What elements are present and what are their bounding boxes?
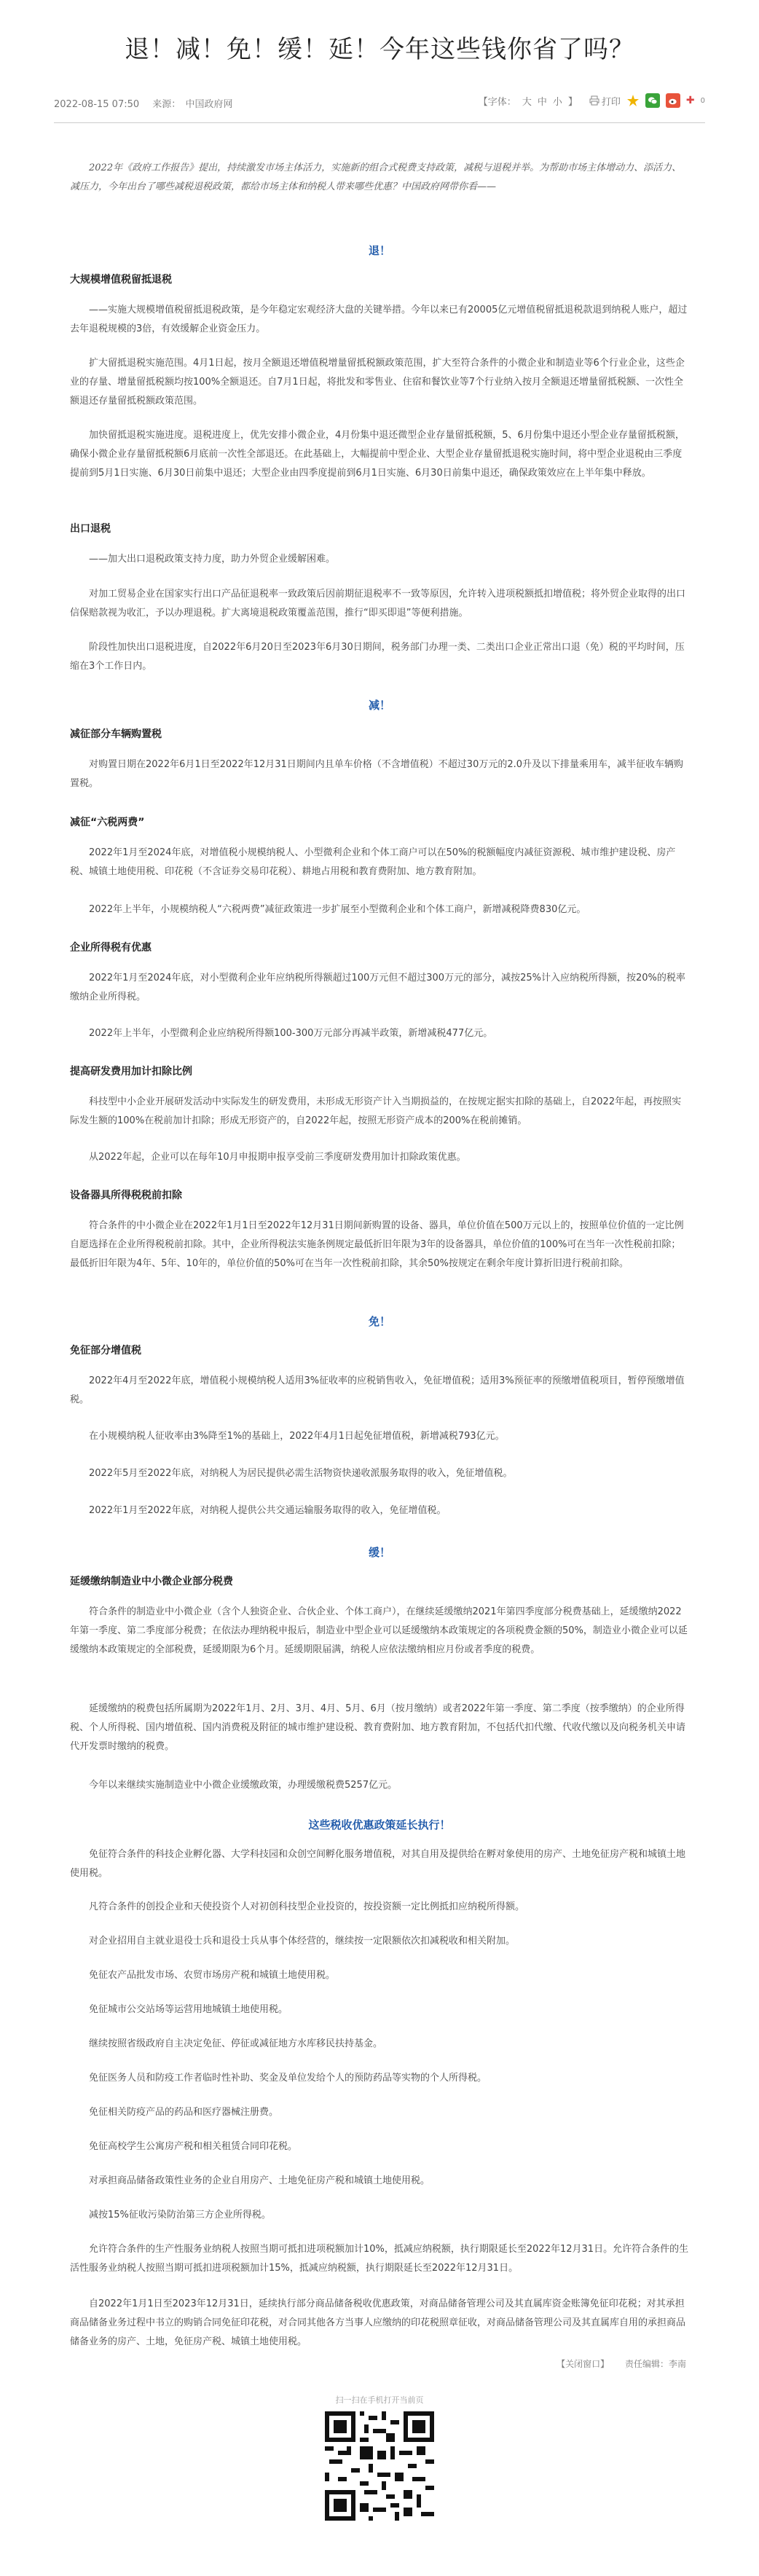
paragraph: 允许符合条件的生产性服务业纳税人按照当期可抵扣进项税额加计10%，抵减应纳税额，执行期限延长至2022年12月31日。允许符合条件的生活性服务业纳税人按照当期可抵扣进项税额加计15%，抵减应纳税额，执行期限延长至2022年12月31日。 [70, 2244, 689, 2274]
share-more-icon[interactable]: ✚ [685, 95, 695, 106]
paragraph: 2022年5月至2022年底，对纳税人为居民提供必需生活物资快递收派服务取得的收入，免征增值税。 [89, 1468, 513, 1479]
publish-date: 2022-08-15 07:50 [54, 99, 140, 110]
font-size-close: 】 [567, 96, 578, 108]
heading-export-refund: 出口退税 [70, 523, 111, 535]
section-huan: 缓！ [368, 1546, 390, 1559]
heading-vat-exemption: 免征部分增值税 [70, 1345, 141, 1356]
font-medium-button[interactable]: 中 [537, 96, 547, 108]
printer-icon [589, 95, 599, 106]
font-small-button[interactable]: 小 [552, 96, 562, 108]
paragraph: 扩大留抵退税实施范围。4月1日起，按月全额退还增值税增量留抵税额政策范围，扩大至符合条件的小微企业和制造业等6个行业企业，这些企业的存量、增量留抵税额均按100%全额退还。自7月1日起，将批发和零售业、住宿和餐饮业等7个行业纳入按月全额退还增量留抵税额、一次性全额退还存量留抵税额政策范围。 [70, 358, 685, 407]
article-meta [54, 93, 705, 111]
paragraph: 减按15%征收污染防治第三方企业所得税。 [89, 2210, 271, 2220]
heading-six-taxes: 减征“六税两费” [70, 817, 145, 828]
print-button[interactable] [589, 94, 621, 108]
heading-vehicle-tax: 减征部分车辆购置税 [70, 729, 162, 740]
paragraph: 在小规模纳税人征收率由3%降至1%的基础上，2022年4月1日起免征增值税，新增减税793亿元。 [89, 1431, 505, 1442]
paragraph: 2022年4月至2022年底，增值税小规模纳税人适用3%征收率的应税销售收入，免征增值税；适用3%预征率的预缴增值税项目，暂停预缴增值税。 [70, 1375, 685, 1405]
share-space-icon[interactable] [626, 94, 640, 107]
paragraph: ——加大出口退税政策支持力度，助力外贸企业缓解困难。 [89, 554, 336, 565]
font-size-label: 【字体： [478, 96, 516, 108]
weibo-share-icon[interactable] [666, 93, 680, 108]
editor-label: 责任编辑： [624, 2359, 669, 2369]
paragraph: ——实施大规模增值税留抵退税政策，是今年稳定宏观经济大盘的关键举措。今年以来已有20005亿元增值税留抵退税款退到纳税人账户，超过去年退税规模的3倍，有效缓解企业资金压力。 [70, 305, 688, 334]
article-title: 退！减！免！缓！延！今年这些钱你省了吗？ [125, 35, 634, 64]
source-label: 来源： [152, 99, 181, 110]
editor-name: 李南 [668, 2359, 686, 2369]
paragraph: 对企业招用自主就业退役士兵和退役士兵从事个体经营的，继续按一定限额依次扣减税收和相关附加。 [89, 1936, 516, 1947]
paragraph: 符合条件的制造业中小微企业（含个人独资企业、合伙企业、个体工商户），在继续延缓缴纳2021年第四季度部分税费基础上，延缓缴纳2022年第一季度、第二季度部分税费；在依法办理纳税申报后，制造业中型企业可以延缓缴纳本政策规定的各项税费金额的50%，制造业小微企业可以延缓缴纳本政策规定的全部税费，延缓期限为6个月。延缓期限届满，纳税人应依法缴纳相应月份或者季度的税费。 [70, 1606, 688, 1655]
paragraph: 2022年1月至2024年底，对增值税小规模纳税人、小型微利企业和个体工商户可以在50%的税额幅度内减征资源税、城市维护建设税、房产税、城镇土地使用税、印花税（不含证券交易印花税）、耕地占用税和教育费附加、地方教育附加。 [70, 847, 676, 877]
paragraph: 2022年上半年，小型微利企业应纳税所得额100-300万元部分再减半政策，新增减税477亿元。 [89, 1028, 493, 1039]
section-jian: 减！ [368, 699, 390, 712]
section-tui: 退！ [368, 244, 390, 257]
heading-rd-deduction: 提高研发费用加计扣除比例 [70, 1066, 192, 1077]
paragraph: 2022年1月至2022年底，对纳税人提供公共交通运输服务取得的收入，免征增值税。 [89, 1505, 447, 1516]
paragraph: 继续按照省级政府自主决定免征、停征或减征地方水库移民扶持基金。 [89, 2038, 383, 2049]
paragraph: 符合条件的中小微企业在2022年1月1日至2022年12月31日期间新购置的设备、器具，单位价值在500万元以上的，按照单位价值的一定比例自愿选择在企业所得税税前扣除。其中，企业所得税法实施条例规定最低折旧年限为3年的设备器具，单位价值的100%可在当年一次性税前扣除；最低折旧年限为4年、5年、10年的，单位价值的50%可在当年一次性税前扣除，其余50%按规定在剩余年度计算折旧进行税前扣除。 [70, 1220, 684, 1269]
heading-retained-refund: 大规模增值税留抵退税 [70, 274, 172, 286]
paragraph: 免征相关防疫产品的药品和医疗器械注册费。 [89, 2107, 279, 2118]
paragraph: 从2022年起，企业可以在每年10月申报期申报享受前三季度研发费用加计扣除政策优惠。 [89, 1152, 466, 1163]
share-count: 0 [700, 96, 705, 105]
section-yan: 这些税收优惠政策延长执行！ [308, 1818, 451, 1831]
paragraph: 2022年上半年，小规模纳税人“六税两费”减征政策进一步扩展至小型微利企业和个体工商户，新增减税降费830亿元。 [89, 904, 586, 915]
paragraph: 对承担商品储备政策性业务的企业自用房产、土地免征房产税和城镇土地使用税。 [89, 2175, 430, 2186]
paragraph: 对购置日期在2022年6月1日至2022年12月31日期间内且单车价格（不含增值税）不超过30万元的2.0升及以下排量乘用车，减半征收车辆购置税。 [70, 759, 684, 789]
paragraph: 自2022年1月1日至2023年12月31日，延续执行部分商品储备税收优惠政策，对商品储备管理公司及其直属库资金账簿免征印花税；对其承担商品储备业务过程中书立的购销合同免征印花税，对合同其他各方当事人应缴纳的印花税照章征收，对商品储备管理公司及其直属库自用的承担商品储备业务的房产、土地，免征房产税、城镇土地使用税。 [70, 2298, 686, 2347]
print-label: 打印 [601, 96, 621, 108]
paragraph: 科技型中小企业开展研发活动中实际发生的研发费用，未形成无形资产计入当期损益的，在按规定据实扣除的基础上，自2022年起，再按照实际发生额的100%在税前加计扣除；形成无形资产的，自2022年起，按照无形资产成本的200%在税前摊销。 [70, 1096, 682, 1126]
paragraph: 免征城市公交站场等运营用地城镇土地使用税。 [89, 2004, 288, 2015]
paragraph: 延缓缴纳的税费包括所属期为2022年1月、2月、3月、4月、5月、6月（按月缴纳）或者2022年第一季度、第二季度（按季缴纳）的企业所得税、个人所得税、国内增值税、国内消费税及附征的城市维护建设税、教育费附加、地方教育附加，不包括代扣代缴、代收代缴以及向税务机关申请代开发票时缴纳的税费。 [70, 1703, 686, 1752]
paragraph: 今年以来继续实施制造业中小微企业缓缴政策，办理缓缴税费5257亿元。 [89, 1780, 398, 1791]
paragraph: 免征高校学生公寓房产税和相关租赁合同印花税。 [89, 2141, 298, 2152]
source-name: 中国政府网 [185, 99, 233, 110]
paragraph: 对加工贸易企业在国家实行出口产品征退税率一致政策后因前期征退税率不一致等原因，允许转入进项税额抵扣增值税；将外贸企业取得的出口信保赔款视为收汇，予以办理退税。扩大离境退税政策覆盖范围，推行“即买即退”等便利措施。 [70, 589, 686, 619]
paragraph: 免征医务人员和防疫工作者临时性补助、奖金及单位发给个人的预防药品等实物的个人所得税。 [89, 2073, 487, 2084]
article-footer [543, 2357, 686, 2370]
paragraph: 免征农产品批发市场、农贸市场房产税和城镇土地使用税。 [89, 1970, 336, 1981]
editor-info [625, 2359, 686, 2369]
paragraph: 加快留抵退税实施进度。退税进度上，优先安排小微企业，4月份集中退还微型企业存量留抵税额，5、6月份集中退还小型企业存量留抵税额，确保小微企业存量留抵税额6月底前一次性全部退还。在此基础上，大幅提前中型企业、大型企业存量留抵退税实施时间，将中型企业退税由三季度提前到5月1日实施、6月30日前集中退还；大型企业由四季度提前到6月1日实施、6月30日前集中退还，确保政策效应在上半年集中释放。 [70, 430, 685, 479]
title-divider [54, 122, 705, 123]
article-lead: 2022年《政府工作报告》提出，持续激发市场主体活力，实施新的组合式税费支持政策，减税与退税并举。为帮助市场主体增动力、添活力、减压力，今年出台了哪些减税退税政策，都给市场主体和纳税人带来哪些优惠？中国政府网带你看—— [70, 162, 682, 192]
paragraph: 2022年1月至2024年底，对小型微利企业年应纳税所得额超过100万元但不超过300万元的部分，减按25%计入应纳税所得额，按20%的税率缴纳企业所得税。 [70, 973, 685, 1002]
paragraph: 凡符合条件的创投企业和天使投资个人对初创科技型企业投资的，按投资额一定比例抵扣应纳税所得额。 [89, 1901, 525, 1912]
wechat-share-icon[interactable] [645, 93, 660, 108]
heading-deferred-payment: 延缓缴纳制造业中小微企业部分税费 [70, 1576, 233, 1587]
qr-label: 扫一扫在手机打开当前页 [335, 2395, 424, 2405]
close-window-link[interactable]: 【关闭窗口】 [557, 2359, 610, 2369]
qr-code-image [325, 2411, 434, 2521]
heading-income-tax: 企业所得税有优惠 [70, 942, 152, 954]
paragraph: 免征符合条件的科技企业孵化器、大学科技园和众创空间孵化服务增值税，对其自用及提供给在孵对象使用的房产、土地免征房产税和城镇土地使用税。 [70, 1849, 686, 1879]
heading-equipment-deduction: 设备器具所得税税前扣除 [70, 1190, 182, 1201]
font-large-button[interactable]: 大 [522, 96, 532, 108]
paragraph: 阶段性加快出口退税进度，自2022年6月20日至2023年6月30日期间，税务部门办理一类、二类出口企业正常出口退（免）税的平均时间，压缩在3个工作日内。 [70, 642, 685, 672]
section-mian: 免！ [368, 1315, 390, 1328]
